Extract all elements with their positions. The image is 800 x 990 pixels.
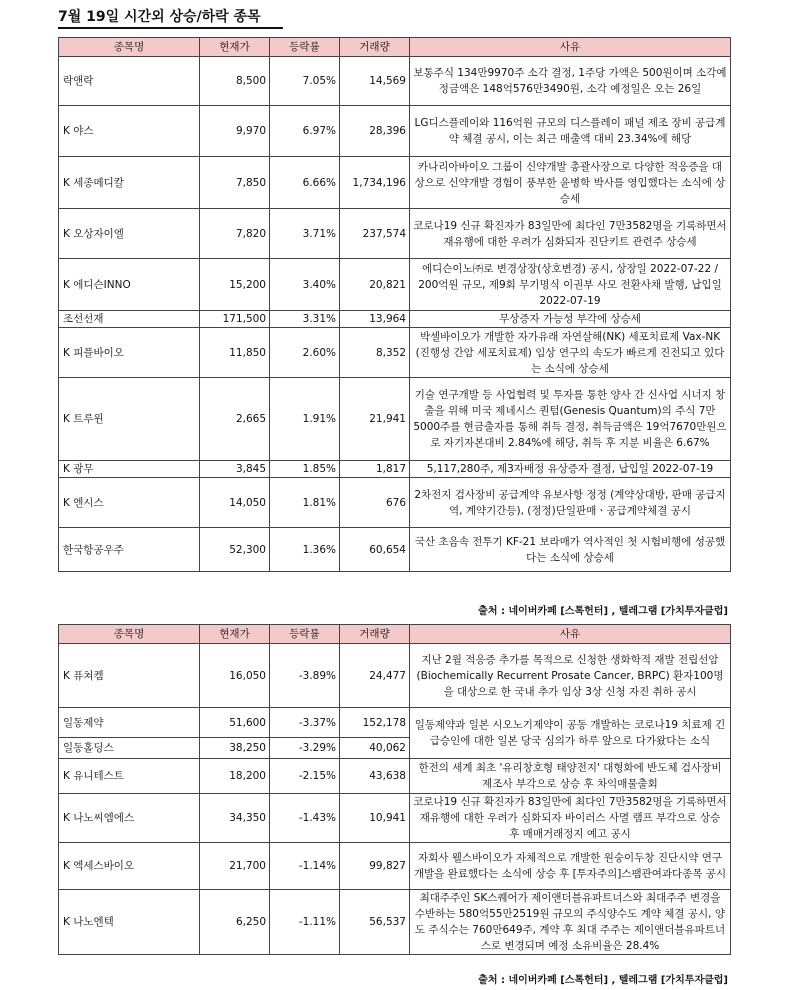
header-volume: 거래량	[340, 625, 410, 644]
reason-cell: 5,117,280주, 제3자배정 유상증자 결정, 납입일 2022-07-19	[410, 461, 731, 478]
rate-cell: 1.36%	[270, 528, 340, 572]
stock-name-cell: K 세종메디칼	[59, 157, 200, 209]
rate-cell: -3.29%	[270, 738, 340, 759]
table-row	[59, 106, 731, 157]
price-cell: 16,050	[200, 644, 270, 708]
volume-cell: 20,821	[340, 259, 410, 311]
rate-cell: 6.97%	[270, 106, 340, 157]
header-row	[59, 625, 731, 644]
reason-cell: 국산 초음속 전투기 KF-21 보라매가 역사적인 첫 시험비행에 성공했다는 소식에 상승세	[410, 528, 731, 572]
rate-cell: 2.60%	[270, 328, 340, 378]
header-reason: 사유	[410, 38, 731, 57]
volume-cell: 99,827	[340, 843, 410, 890]
volume-cell: 676	[340, 478, 410, 528]
price-cell: 51,600	[200, 708, 270, 738]
reason-cell: 자회사 웰스바이오가 자체적으로 개발한 원숭이두창 진단시약 연구개발을 완료했다는 소식에 상승 후 [투자주의]스팸관여과다종목 공시	[410, 843, 731, 890]
header-reason: 사유	[410, 625, 731, 644]
table-row	[59, 478, 731, 528]
rate-cell: 3.31%	[270, 311, 340, 328]
reason-cell: 최대주주인 SK스퀘어가 제이앤더블유파트너스와 최대주주 변경을 수반하는 580억55만2519원 규모의 주식양수도 계약 체결 공시, 양도 주식수는 760만649주, 계약 후 최대 주주는 제이앤더블유파트너스로 변경되며 예정 소유비율은 28.4%	[410, 890, 731, 955]
stock-name-cell: 조선선재	[59, 311, 200, 328]
stock-name-cell: K 나노씨엠에스	[59, 794, 200, 843]
volume-cell: 14,569	[340, 57, 410, 106]
rate-cell: -1.11%	[270, 890, 340, 955]
volume-cell: 1,734,196	[340, 157, 410, 209]
price-cell: 2,665	[200, 378, 270, 461]
price-cell: 8,500	[200, 57, 270, 106]
rate-cell: -3.37%	[270, 708, 340, 738]
rate-cell: 1.85%	[270, 461, 340, 478]
reason-cell: 보통주식 134만9970주 소각 결정, 1주당 가액은 500원이며 소각예정금액은 148억576만3490원, 소각 예정일은 오는 26일	[410, 57, 731, 106]
rate-cell: 3.71%	[270, 209, 340, 259]
price-cell: 9,970	[200, 106, 270, 157]
price-cell: 11,850	[200, 328, 270, 378]
table-row	[59, 759, 731, 794]
stock-name-cell: 한국항공우주	[59, 528, 200, 572]
stock-name-cell: K 엔시스	[59, 478, 200, 528]
rise-table	[58, 37, 731, 572]
stock-name-cell: K 오상자이엘	[59, 209, 200, 259]
price-cell: 38,250	[200, 738, 270, 759]
table-row	[59, 311, 731, 328]
rate-cell: -2.15%	[270, 759, 340, 794]
price-cell: 3,845	[200, 461, 270, 478]
reason-cell: 박셀바이오가 개발한 자가유래 자연살해(NK) 세포치료제 Vax-NK (진행성 간암 세포치료제) 임상 연구의 속도가 빠르게 진전되고 있다는 소식에 상승세	[410, 328, 731, 378]
rate-cell: 6.66%	[270, 157, 340, 209]
table-row	[59, 157, 731, 209]
volume-cell: 152,178	[340, 708, 410, 738]
rate-cell: -1.43%	[270, 794, 340, 843]
rate-cell: 7.05%	[270, 57, 340, 106]
price-cell: 34,350	[200, 794, 270, 843]
volume-cell: 21,941	[340, 378, 410, 461]
reason-cell: 코로나19 신규 확진자가 83일만에 최다인 7만3582명을 기록하면서 재유행에 대한 우려가 심화되자 바이러스 사멸 램프 부각으로 상승 후 매매거래정지 예고 공시	[410, 794, 731, 843]
reason-cell: 지난 2월 적응증 추가를 목적으로 신청한 생화학적 재발 전립선암(Biochemically Recurrent Prosate Cancer, BRPC) 환자100명을 대상으로 한 국내 추가 임상 3상 신청 자진 취하 공시	[410, 644, 731, 708]
reason-cell: 한전의 세계 최초 '유리창호형 태양전지' 대형화에 반도체 검사장비 제조사 부각으로 상승 후 차익매물출회	[410, 759, 731, 794]
table-row	[59, 890, 731, 955]
stock-name-cell: 락앤락	[59, 57, 200, 106]
reason-cell: 코로나19 신규 확진자가 83일만에 최다인 7만3582명을 기록하면서 재유행에 대한 우려가 심화되자 진단키트 관련주 상승세	[410, 209, 731, 259]
rate-cell: 1.91%	[270, 378, 340, 461]
header-price: 현재가	[200, 38, 270, 57]
stock-name-cell: 일동제약	[59, 708, 200, 738]
source-note: 출처 : 네이버카페 [스톡헌터] , 텔레그램 [가치투자클럽]	[478, 975, 728, 986]
rate-cell: 1.81%	[270, 478, 340, 528]
reason-cell: 에디슨이노㈜로 변경상장(상호변경) 공시, 상장일 2022-07-22 / 200억원 규모, 제9회 무기명식 이권부 사모 전환사채 발행, 납입일 2022-07-19	[410, 259, 731, 311]
volume-cell: 237,574	[340, 209, 410, 259]
table-row	[59, 644, 731, 708]
stock-name-cell: K 유니테스트	[59, 759, 200, 794]
volume-cell: 40,062	[340, 738, 410, 759]
table-row	[59, 461, 731, 478]
stock-name-cell: K 엑세스바이오	[59, 843, 200, 890]
table-row	[59, 794, 731, 843]
volume-cell: 13,964	[340, 311, 410, 328]
reason-cell: 2차전지 검사장비 공급계약 유보사항 정정 (계약상대방, 판매 공급지역, 계약기간등), (정정)단일판매ㆍ공급계약체결 공시	[410, 478, 731, 528]
table-row	[59, 259, 731, 311]
volume-cell: 1,817	[340, 461, 410, 478]
price-cell: 15,200	[200, 259, 270, 311]
table-row	[59, 57, 731, 106]
price-cell: 7,820	[200, 209, 270, 259]
volume-cell: 56,537	[340, 890, 410, 955]
rate-cell: -1.14%	[270, 843, 340, 890]
stock-name-cell: K 퓨쳐켐	[59, 644, 200, 708]
header-row	[59, 38, 731, 57]
volume-cell: 60,654	[340, 528, 410, 572]
source-note: 출처 : 네이버카페 [스톡헌터] , 텔레그램 [가치투자클럽]	[478, 606, 728, 617]
reason-cell: 기술 연구개발 등 사업협력 및 투자를 통한 양사 간 신사업 시너지 창출을 위해 미국 제네시스 퀀텀(Genesis Quantum)의 주식 7만5000주를 현금출자를 통해 취득 결정, 취득금액은 19억7670만원으로 자기자본대비 2.84%에 해당, 취득 후 지분 비율은 6.67%	[410, 378, 731, 461]
header-rate: 등락률	[270, 38, 340, 57]
price-cell: 52,300	[200, 528, 270, 572]
stock-name-cell: K 에디슨INNO	[59, 259, 200, 311]
stock-name-cell: K 트루윈	[59, 378, 200, 461]
stock-name-cell: K 광무	[59, 461, 200, 478]
table-row	[59, 209, 731, 259]
table-row	[59, 843, 731, 890]
header-rate: 등락률	[270, 625, 340, 644]
price-cell: 7,850	[200, 157, 270, 209]
volume-cell: 28,396	[340, 106, 410, 157]
rate-cell: -3.89%	[270, 644, 340, 708]
volume-cell: 43,638	[340, 759, 410, 794]
header-volume: 거래량	[340, 38, 410, 57]
reason-cell: 카나리아바이오 그룹이 신약개발 총괄사장으로 다양한 적응증을 대상으로 신약개발 경험이 풍부한 윤병학 박사를 영입했다는 소식에 상승세	[410, 157, 731, 209]
price-cell: 6,250	[200, 890, 270, 955]
stock-name-cell: K 야스	[59, 106, 200, 157]
price-cell: 14,050	[200, 478, 270, 528]
price-cell: 171,500	[200, 311, 270, 328]
table-row	[59, 708, 731, 738]
reason-cell: LG디스플레이와 116억원 규모의 디스플레이 패널 제조 장비 공급계약 체결 공시, 이는 최근 매출액 대비 23.34%에 해당	[410, 106, 731, 157]
stock-name-cell: K 나노엔텍	[59, 890, 200, 955]
stock-name-cell: K 피플바이오	[59, 328, 200, 378]
reason-cell: 일동제약과 일본 시오노기제약이 공동 개발하는 코로나19 치료제 긴급승인에 대한 일본 당국 심의가 하루 앞으로 다가왔다는 소식	[410, 708, 731, 759]
volume-cell: 10,941	[340, 794, 410, 843]
table-row	[59, 328, 731, 378]
stock-name-cell: 일동홀딩스	[59, 738, 200, 759]
volume-cell: 24,477	[340, 644, 410, 708]
price-cell: 21,700	[200, 843, 270, 890]
fall-table	[58, 624, 731, 955]
rate-cell: 3.40%	[270, 259, 340, 311]
title-underline	[58, 27, 283, 29]
table-row	[59, 528, 731, 572]
header-name: 종목명	[59, 625, 200, 644]
header-name: 종목명	[59, 38, 200, 57]
volume-cell: 8,352	[340, 328, 410, 378]
table-row	[59, 378, 731, 461]
reason-cell: 무상증자 가능성 부각에 상승세	[410, 311, 731, 328]
price-cell: 18,200	[200, 759, 270, 794]
header-price: 현재가	[200, 625, 270, 644]
page-title: 7월 19일 시간외 상승/하락 종목	[58, 9, 261, 25]
